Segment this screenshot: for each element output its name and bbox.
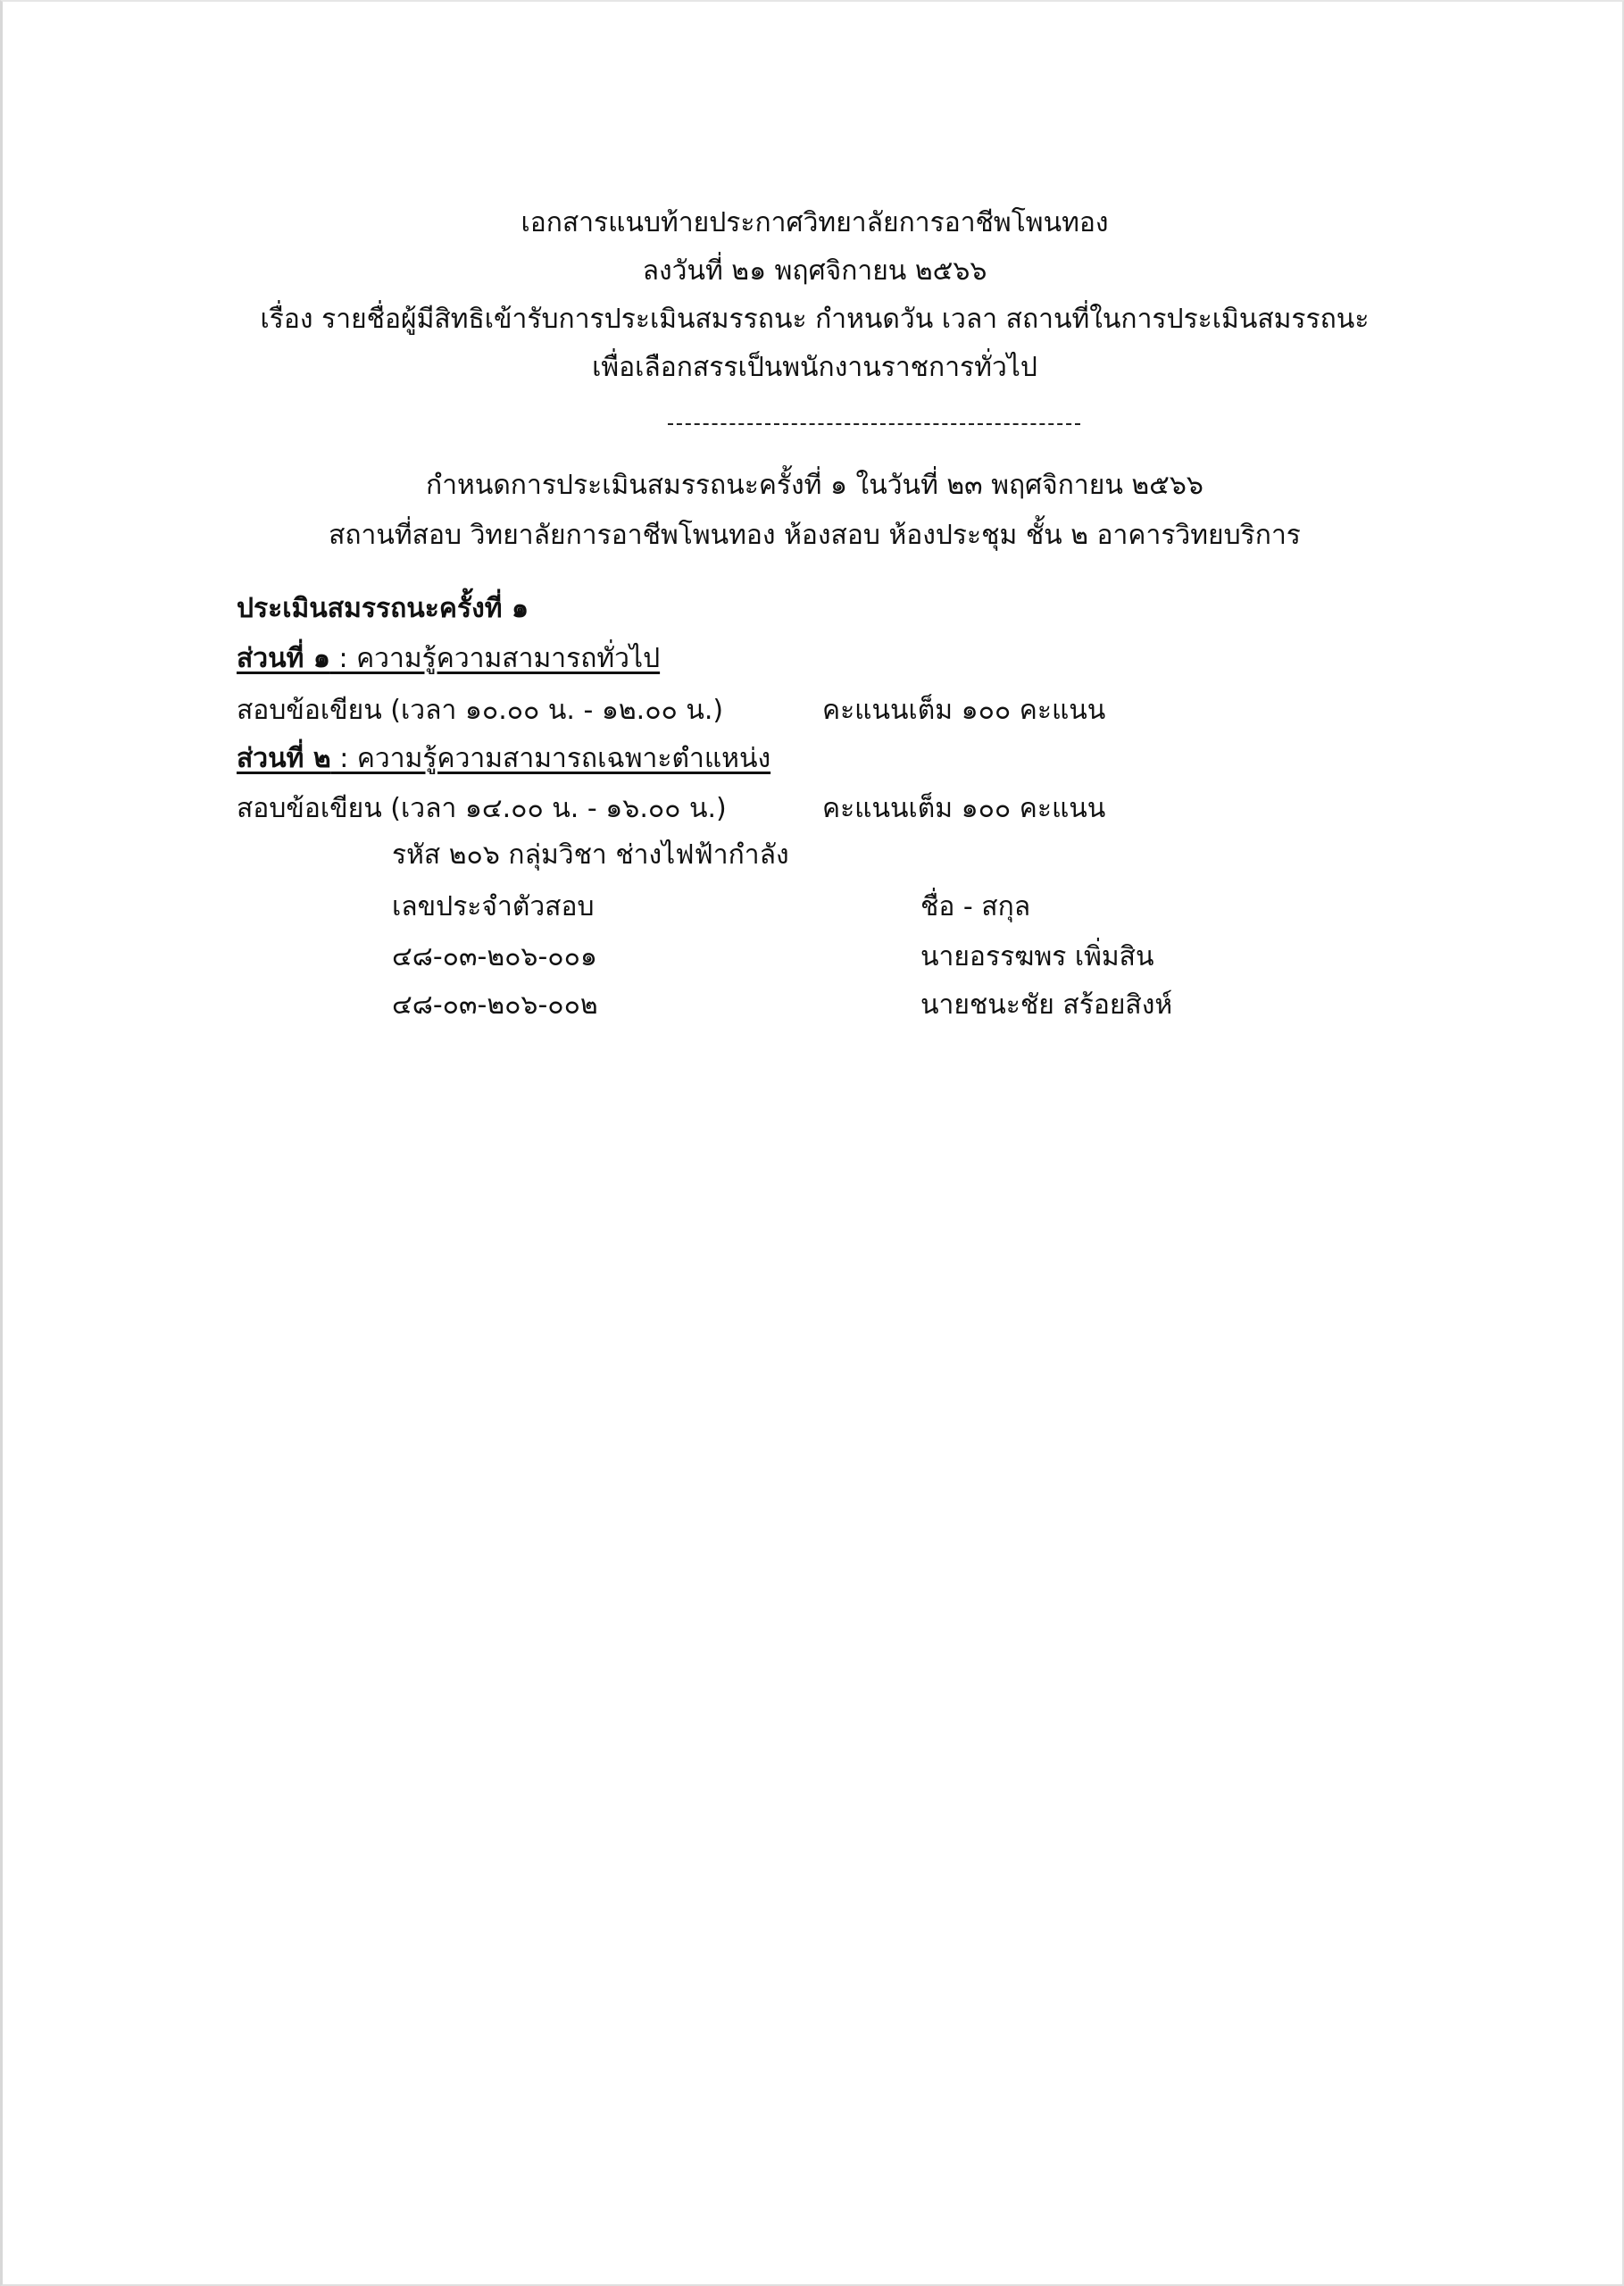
part2-label: ส่วนที่ ๒ — [237, 743, 331, 774]
part1-heading — [237, 641, 660, 677]
part2-exam-time: สอบข้อเขียน (เวลา ๑๔.๐๐ น. - ๑๖.๐๐ น.) — [237, 793, 727, 824]
part1-label: ส่วนที่ ๑ — [237, 643, 330, 674]
part1-score: คะแนนเต็ม ๑๐๐ คะแนน — [822, 695, 1106, 726]
header-subject-cont: เพื่อเลือกสรรเป็นพนักงานราชการทั่วไป — [592, 352, 1037, 383]
schedule-date: กำหนดการประเมินสมรรถนะครั้งที่ ๑ ในวันที่ ๒๓ พฤศจิกายน ๒๕๖๖ — [426, 470, 1203, 501]
column-header-name: ชื่อ - สกุล — [920, 891, 1031, 922]
column-header-id: เลขประจำตัวสอบ — [392, 891, 595, 922]
schedule-location: สถานที่สอบ วิทยาลัยการอาชีพโพนทอง ห้องสอบ ห้องประชุม ชั้น ๒ อาคารวิทยบริการ — [329, 520, 1301, 551]
header-date: ลงวันที่ ๒๑ พฤศจิกายน ๒๕๖๖ — [642, 255, 987, 287]
candidate-name: นายชนะชัย สร้อยสิงห์ — [920, 989, 1173, 1021]
part1-exam-time: สอบข้อเขียน (เวลา ๑๐.๐๐ น. - ๑๒.๐๐ น.) — [237, 695, 724, 726]
header-title: เอกสารแนบท้ายประกาศวิทยาลัยการอาชีพโพนทอง — [521, 207, 1109, 238]
assessment-title: ประเมินสมรรถนะครั้งที่ ๑ — [237, 593, 529, 624]
header-separator — [668, 423, 1080, 425]
part1-desc: : ความรู้ความสามารถทั่วไป — [329, 643, 661, 674]
header-subject: เรื่อง รายชื่อผู้มีสิทธิเข้ารับการประเมินสมรรถนะ กำหนดวัน เวลา สถานที่ในการประเมินสมรรถนะ — [260, 304, 1370, 335]
subject-group: รหัส ๒๐๖ กลุ่มวิชา ช่างไฟฟ้ากำลัง — [392, 839, 789, 871]
candidate-id: ๔๘-๐๓-๒๐๖-๐๐๑ — [392, 941, 597, 972]
candidate-name: นายอรรฆพร เพิ่มสิน — [920, 941, 1154, 972]
part2-desc: : ความรู้ความสามารถเฉพาะตำแหน่ง — [330, 743, 771, 774]
part2-score: คะแนนเต็ม ๑๐๐ คะแนน — [822, 793, 1106, 824]
part2-heading — [237, 741, 770, 777]
candidate-id: ๔๘-๐๓-๒๐๖-๐๐๒ — [392, 989, 598, 1021]
